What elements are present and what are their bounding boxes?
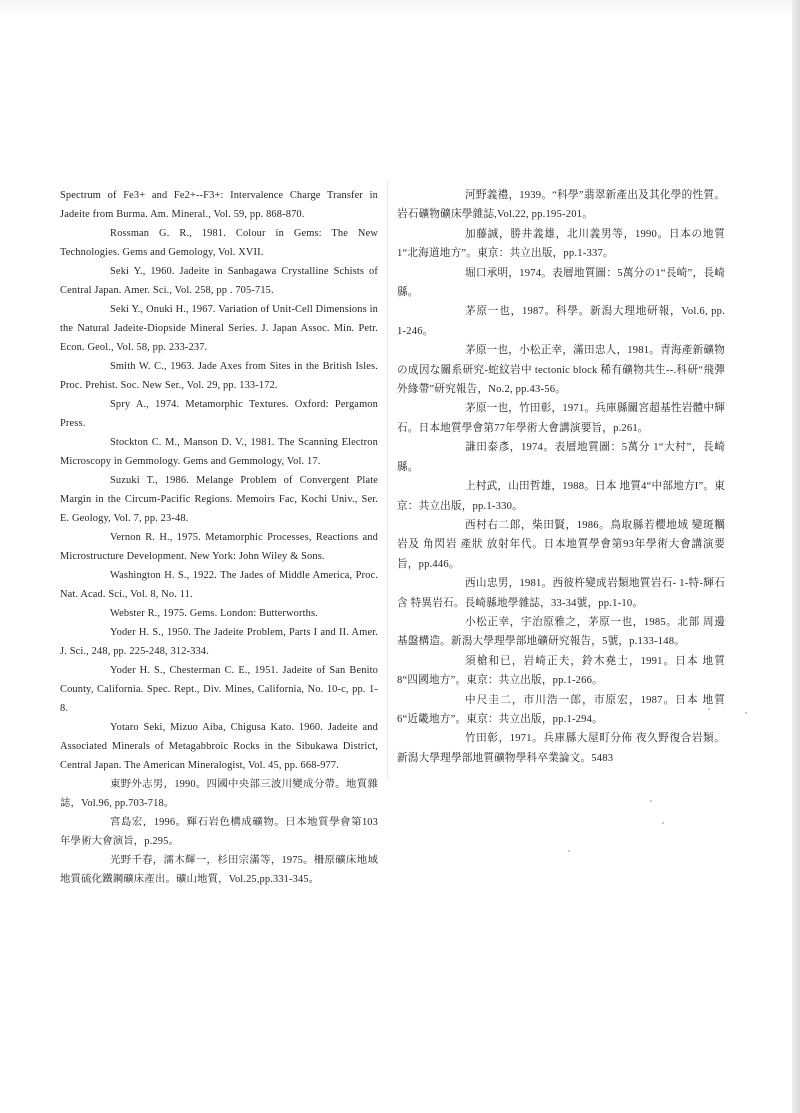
reference-entry: Yoder H. S., 1950. The Jadeite Problem, Parts I and II. Amer. J. Sci., 248, pp. 225-248, 312-334. (60, 627, 378, 657)
reference-entry: 光野千春，濡木輝一，杉田宗滿等，1975。柵原礦床地域地質硫化鐵鋼礦床產出。礦山地質，Vol.25,pp.331-345。 (60, 855, 378, 885)
page-top-edge (0, 0, 800, 18)
reference-entry: Smith W. C., 1963. Jade Axes from Sites in the British Isles. Proc. Prehist. Soc. New Ser., Vol. 29, pp. 133-172. (60, 361, 378, 391)
reference-entry: Suzuki T., 1986. Melange Problem of Convergent Plate Margin in the Circum-Pacific Regions. Memoirs Fac, Kochi Univ., Ser. E. Geology, Vol. 7, pp. 23-48. (60, 475, 378, 524)
reference-entry: 中尺圭二，市川浩一郎，市原宏，1987。日本 地質6“近畿地方”。東京：共立出版，pp.1-294。 (397, 694, 725, 725)
reference-entry: Washington H. S., 1922. The Jades of Middle America, Proc. Nat. Acad. Sci., Vol. 8, No. 11. (60, 570, 378, 600)
reference-entry: Spry A., 1974. Metamorphic Textures. Oxford: Pergamon Press. (60, 399, 378, 429)
reference-entry: 東野外志男，1990。四國中央部三波川變成分帶。地質雜誌，Vol.96, pp.703-718。 (60, 779, 378, 809)
scan-speck (662, 822, 664, 824)
reference-entry: Stockton C. M., Manson D. V., 1981. The Scanning Electron Microscopy in Gemmology. Gems and Gemmology, Vol. 17. (60, 437, 378, 467)
scan-speck (745, 712, 747, 714)
scan-speck (708, 708, 710, 710)
column-divider (387, 180, 388, 780)
references-left-column (60, 186, 378, 889)
reference-entry: Yotaro Seki, Mizuo Aiba, Chigusa Kato. 1960. Jadeite and Associated Minerals of Metagabbroic Rocks in the Sibukawa District, Central Japan. The American Mineralogist, Vol. 45, pp. 668-977. (60, 722, 378, 771)
reference-entry: 小松正幸，宇治原雅之，茅原一也，1985。北部 周邊基盤構造。新潟大學理學部地礦研究報告，5號，p.133-148。 (397, 616, 725, 648)
reference-entry: Spectrum of Fe3+ and Fe2+--F3+: Intervalence Charge Transfer in Jadeite from Burma. Am. Mineral., Vol. 59, pp. 868-870. (60, 190, 378, 220)
reference-entry: 堀口承明，1974。表層地質圖：5萬分の1“長崎”，長崎縣。 (397, 267, 725, 299)
reference-entry: Seki Y., Onuki H., 1967. Variation of Unit-Cell Dimensions in the Natural Jadeite-Diopside Mineral Series. J. Japan Assoc. Min. Petr. Econ. Geol., Vol. 58, pp. 233-237. (60, 304, 378, 353)
reference-entry: 茅原一也，竹田彰，1971。兵庫縣關宮超基性岩體中輝石。日本地質學會第77年學術大會講演要旨，p.261。 (397, 403, 725, 434)
page-right-edge (792, 0, 800, 1113)
reference-entry: 茅原一也，1987。科學。新潟大理地研報，Vol.6, pp. 1-246。 (397, 306, 725, 337)
reference-entry: Rossman G. R., 1981. Colour in Gems: The New Technologies. Gems and Gemology, Vol. XVII. (60, 228, 378, 258)
reference-entry: 竹田彰，1971。兵庫縣大屋町分佈 夜久野復合岩類。新潟大學理學部地質礦物學科卒業論文。5483 (397, 733, 725, 764)
references-right-column (397, 186, 725, 768)
reference-entry: 西村右二郎，柴田賢，1986。鳥取縣若櫻地域 變斑糲岩及 角閃岩 產狀 放射年代。日本地質學會第93年學術大會講演要旨，pp.446。 (397, 519, 725, 570)
reference-entry: Vernon R. H., 1975. Metamorphic Processes, Reactions and Microstructure Development. New York: John Wiley & Sons. (60, 532, 378, 562)
reference-entry: 西山忠男，1981。西彼杵變成岩類地質岩石- 1-特-輝石含 特異岩石。長崎縣地學雜誌，33-34號，pp.1-10。 (397, 578, 725, 609)
reference-entry: 茅原一也，小松正幸，滿田忠人，1981。青海產新礦物の成因な關系研究-蛇紋岩中 tectonic block 稀有礦物共生--.科研“飛彈外緣帶”研究報告，No.2, pp.43-56。 (397, 345, 725, 396)
reference-entry: 謙田泰彥，1974。表層地質圖：5萬分 1“大村”，長崎縣。 (397, 442, 725, 473)
reference-entry: 宮島宏，1996。輝石岩色構成礦物。日本地質學會第103年學術大會演旨，p.295。 (60, 817, 378, 847)
scan-speck (568, 850, 570, 852)
reference-entry: 加藤誠，勝井義雄，北川義男等，1990。日本の地質1“北海道地方”。東京：共立出版，pp.1-337。 (397, 228, 725, 260)
reference-entry: 須槍和已，岩崎正夫，鈴木堯士，1991。日本 地質8“四國地方”。東京：共立出版，pp.1-266。 (397, 655, 725, 687)
reference-entry: Seki Y., 1960. Jadeite in Sanbagawa Crystalline Schists of Central Japan. Amer. Sci., Vol. 258, pp . 705-715. (60, 266, 378, 296)
reference-entry: 上村武，山田哲雄，1988。日本 地質4“中部地方I”。東京：共立出版，pp.1-330。 (397, 481, 725, 512)
reference-entry: Webster R., 1975. Gems. London: Butterworths. (110, 608, 318, 619)
scan-speck (650, 800, 652, 802)
reference-entry: 河野義禮，1939。“科學”翡翠新產出及其化學的性質。岩石礦物礦床學雜誌,Vol.22, pp.195-201。 (397, 190, 725, 221)
reference-entry: Yoder H. S., Chesterman C. E., 1951. Jadeite of San Benito County, California. Spec. Rept., Div. Mines, California, No. 10-c, pp. 1-8. (60, 665, 378, 714)
